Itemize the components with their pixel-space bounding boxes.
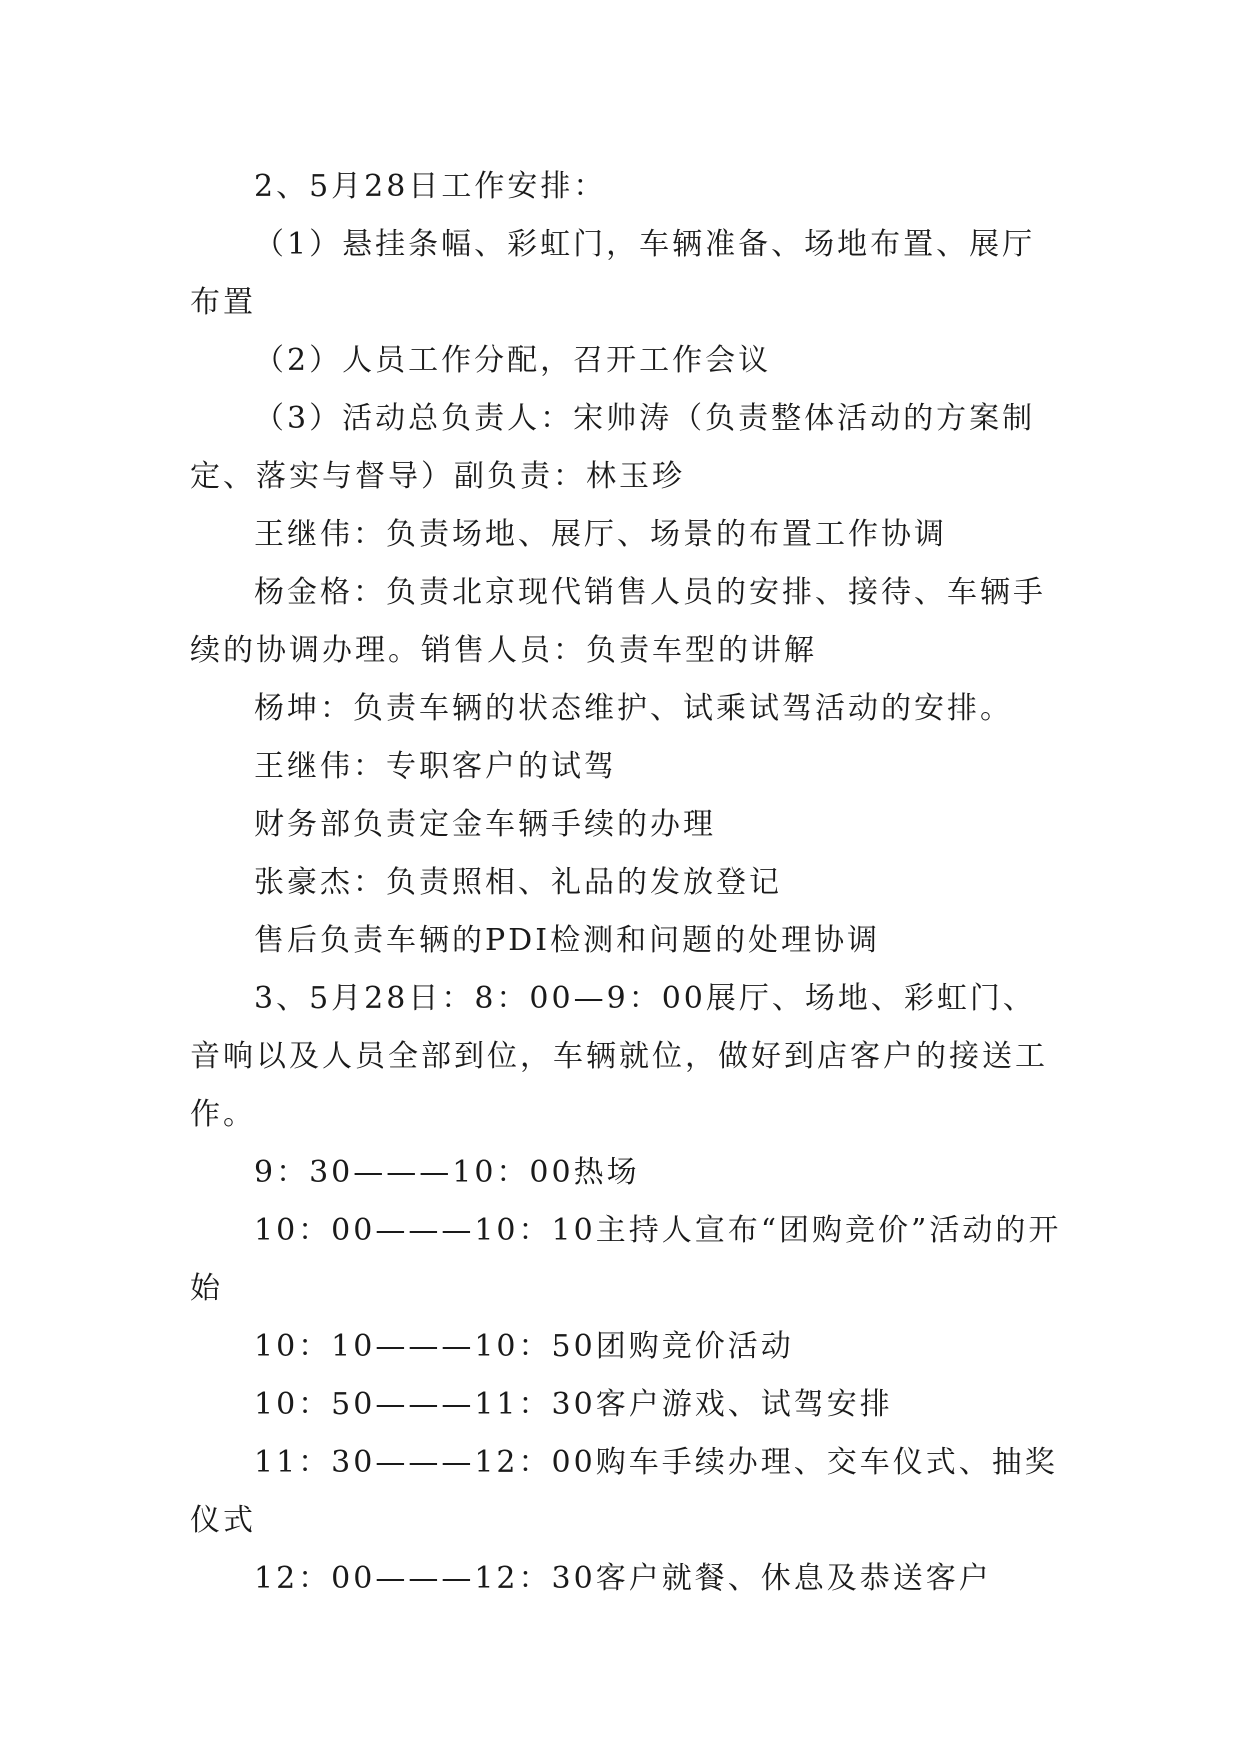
section-heading-timeline: 3、5月28日：8：00—9：00展厅、场地、彩虹门、音响以及人员全部到位，车辆就位，做好到店客户的接送工作。: [190, 981, 1048, 1132]
timeline-item-6: 12：00———12：30客户就餐、休息及恭送客户: [254, 1561, 992, 1596]
document-body: [190, 158, 1062, 1608]
timeline-item-3: 10：10———10：50团购竞价活动: [254, 1329, 794, 1364]
timeline-item-2: 10：00———10：10主持人宣布“团购竞价”活动的开始: [190, 1213, 1062, 1306]
timeline-item-4: 10：50———11：30客户游戏、试驾安排: [254, 1387, 893, 1422]
paragraph-item-1: （1）悬挂条幅、彩虹门，车辆准备、场地布置、展厅布置: [190, 227, 1036, 320]
paragraph-staff-wang-1: 王继伟：负责场地、展厅、场景的布置工作协调: [254, 517, 947, 552]
paragraph-staff-wang-2: 王继伟：专职客户的试驾: [254, 749, 617, 784]
paragraph-item-3: （3）活动总负责人：宋帅涛（负责整体活动的方案制定、落实与督导）副负责：林玉珍: [190, 401, 1036, 494]
section-heading-schedule-0528: 2、5月28日工作安排：: [254, 169, 607, 204]
timeline-item-1: 9：30———10：00热场: [254, 1155, 640, 1190]
paragraph-staff-yang-kun: 杨坤：负责车辆的状态维护、试乘试驾活动的安排。: [254, 691, 1013, 726]
paragraph-item-2: （2）人员工作分配，召开工作会议: [254, 343, 772, 378]
paragraph-finance: 财务部负责定金车辆手续的办理: [254, 807, 716, 842]
timeline-item-5: 11：30———12：00购车手续办理、交车仪式、抽奖仪式: [190, 1445, 1058, 1538]
paragraph-after-sales: 售后负责车辆的PDI检测和问题的处理协调: [254, 923, 881, 958]
paragraph-staff-zhang: 张豪杰：负责照相、礼品的发放登记: [254, 865, 782, 900]
paragraph-staff-yang-jinge: 杨金格：负责北京现代销售人员的安排、接待、车辆手续的协调办理。销售人员：负责车型的讲解: [190, 575, 1046, 668]
